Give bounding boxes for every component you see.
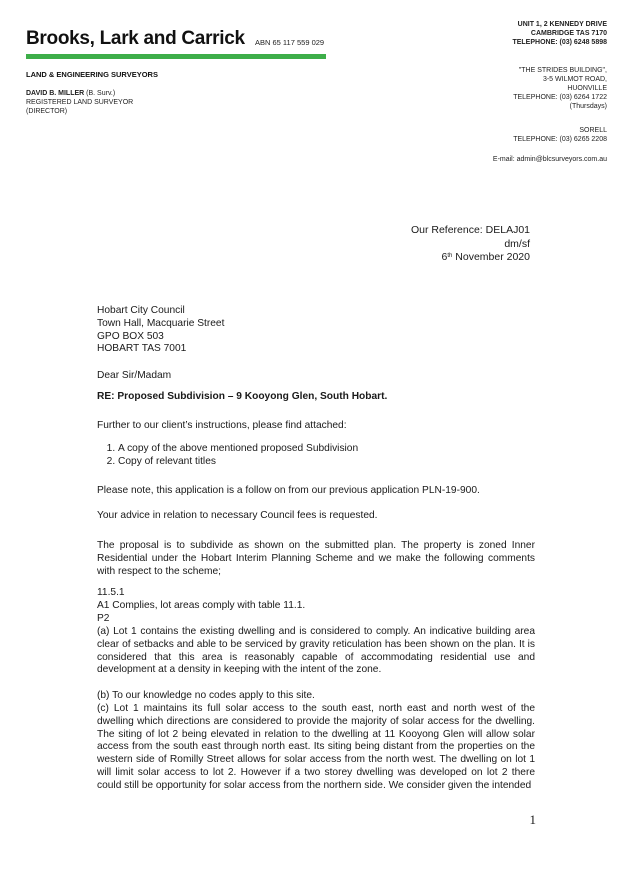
clause-a1: A1 Complies, lot areas comply with table 11.1.: [97, 600, 306, 611]
letter-date: 6th November 2020: [441, 251, 530, 263]
clause-p2: P2: [97, 613, 110, 624]
list-item: 2. Copy of relevant titles: [118, 456, 536, 469]
director-qualification: (B. Surv.): [86, 90, 116, 97]
director-role: REGISTERED LAND SURVEYOR: [26, 99, 134, 106]
director-name: DAVID B. MILLER: [26, 90, 85, 97]
list-item: 1. A copy of the above mentioned proposed Subdivision: [118, 443, 536, 456]
clause-b: (b) To our knowledge no codes apply to this site.: [97, 690, 315, 701]
firm-name: Brooks, Lark and Carrick: [26, 28, 245, 49]
director-title: (DIRECTOR): [26, 108, 68, 115]
firm-subtitle: LAND & ENGINEERING SURVEYORS: [26, 70, 158, 79]
reference-initials: dm/sf: [504, 237, 530, 250]
proposal-paragraph: The proposal is to subdivide as shown on the submitted plan. The property is zoned Inner Residential under the Hobart Interim Planning Scheme and we make the following comments with respect to the scheme;: [97, 540, 535, 577]
clause-a: (a) Lot 1 contains the existing dwelling and is considered to comply. An indicative building area clear of setbacks and able to be serviced by gravity reticulation has been shown on the plan. It is considered that this area is reasonably capable of accommodating residential use and development at a density in keeping with the intent of the zone.: [97, 626, 535, 676]
director-block: [26, 89, 133, 116]
subject-line: RE: Proposed Subdivision – 9 Kooyong Glen, South Hobart.: [97, 391, 388, 402]
followon-paragraph: Please note, this application is a follow on from our previous application PLN-19-900.: [97, 485, 480, 496]
attachments-list: [98, 443, 536, 469]
clause-c: (c) Lot 1 maintains its full solar access to the south east, north east and north west of the dwelling which directions are considered to provide the majority of solar access for the dwelling. The siting of lot 2 being elevated in relation to the dwelling at 11 Kooyong Glen will allow solar access from the south east through north east. Its siting being distant from the properties on the western side of Romilly Street allows for solar access from the north west. The dwelling on lot 1 will limit solar access to lot 2. However if a two storey dwelling was developed on lot 2 there could still be opportunity for solar access from the northern side. We consider given the intended: [97, 703, 535, 791]
reference-block: [411, 224, 530, 265]
intro-paragraph: Further to our client’s instructions, please find attached:: [97, 420, 347, 431]
salutation: Dear Sir/Madam: [97, 370, 172, 381]
recipient-address: Hobart City Council Town Hall, Macquarie Street GPO BOX 503 HOBART TAS 7001: [97, 305, 225, 355]
fees-paragraph: Your advice in relation to necessary Council fees is requested.: [97, 510, 378, 521]
page-number: 1: [529, 812, 536, 827]
our-reference: Our Reference: DELAJ01: [410, 224, 530, 236]
abn-number: ABN 65 117 559 029: [255, 38, 325, 47]
office-huonville: "THE STRIDES BUILDING", 3-5 WILMOT ROAD, HUONVILLE TELEPHONE: (03) 6264 1722 (Thursdays): [513, 67, 607, 110]
letterhead-green-rule: [26, 54, 326, 59]
office-cambridge: UNIT 1, 2 KENNEDY DRIVE CAMBRIDGE TAS 7170 TELEPHONE: (03) 6248 5898: [512, 21, 607, 46]
clause-number: 11.5.1: [97, 587, 125, 598]
email-address: E-mail: admin@blcsurveyors.com.au: [492, 156, 607, 163]
office-sorell: SORELL TELEPHONE: (03) 6265 2208: [513, 127, 607, 143]
